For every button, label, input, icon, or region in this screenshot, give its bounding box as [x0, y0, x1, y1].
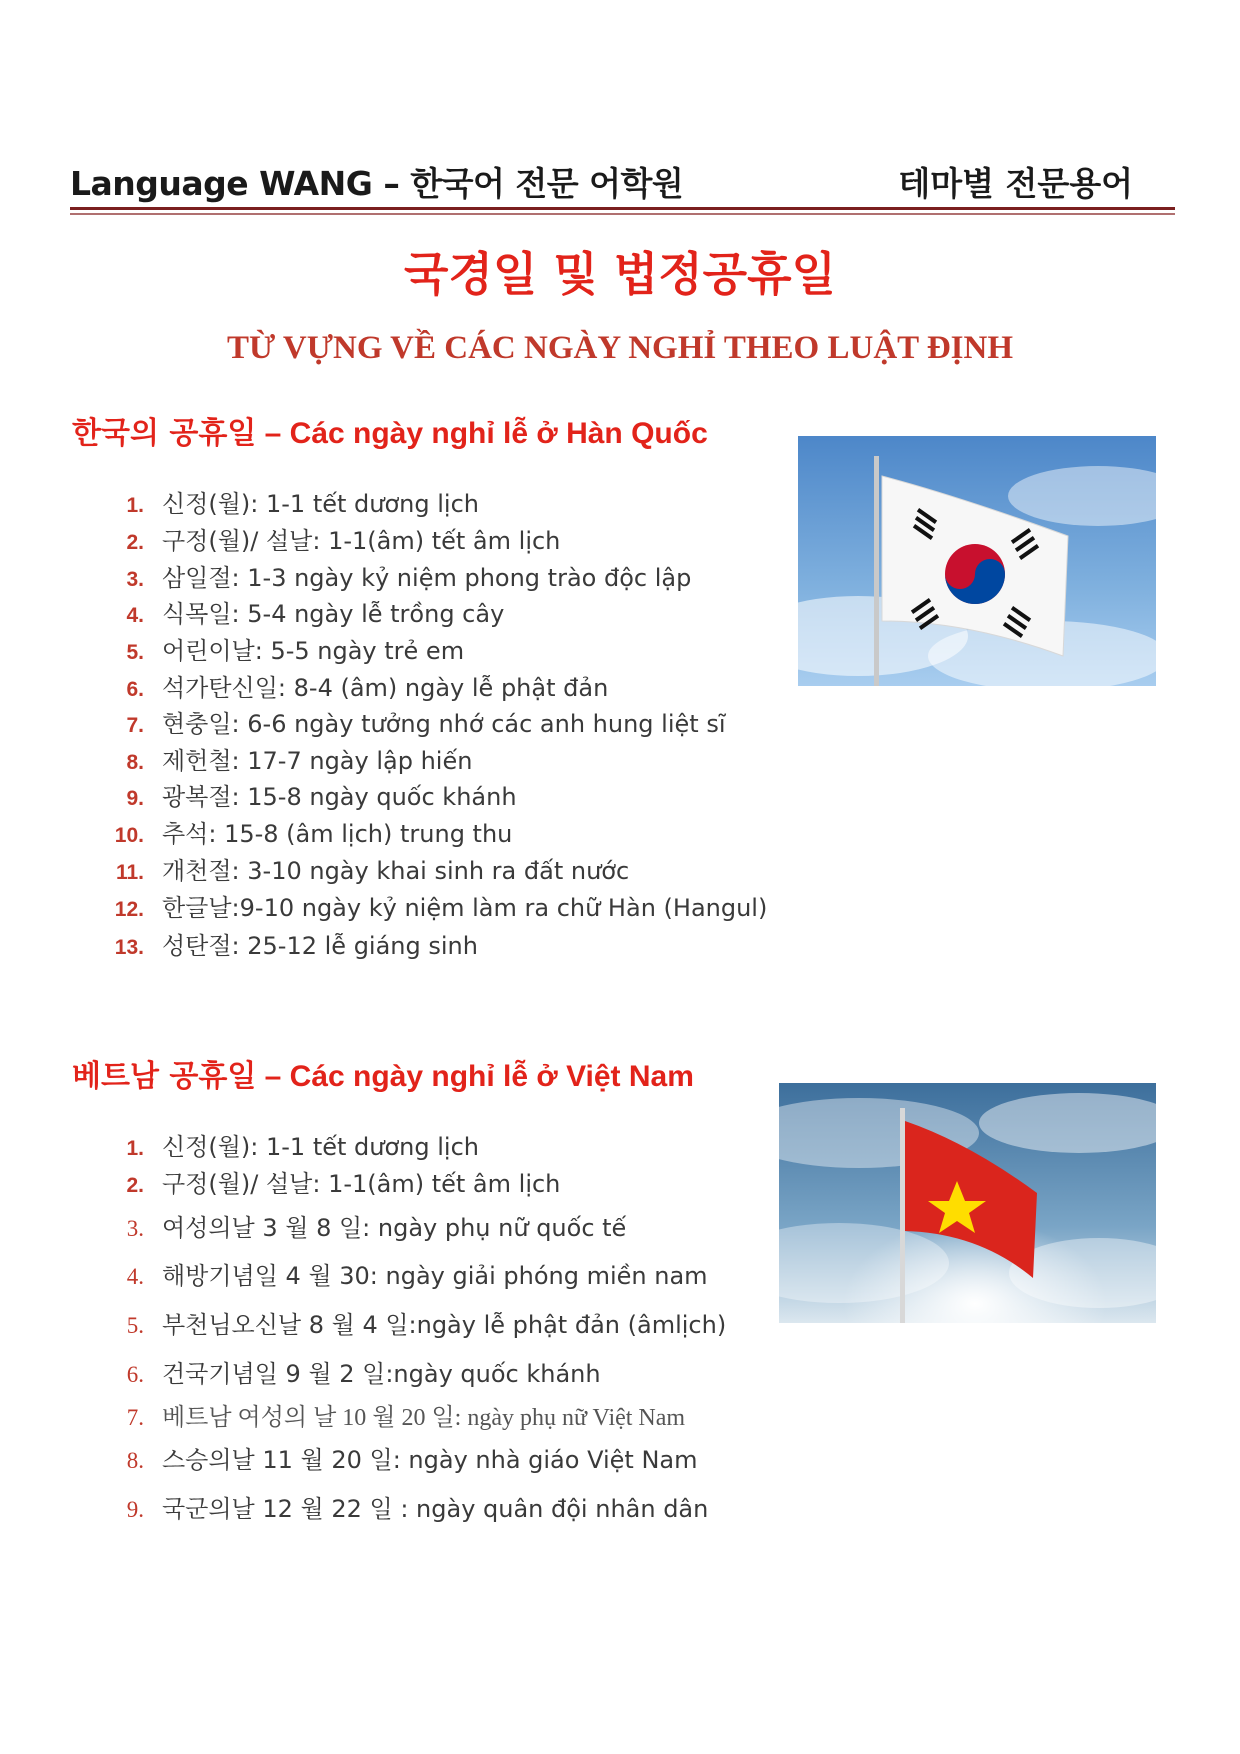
section-heading-vietnam-vi: – Các ngày nghỉ lễ ở Việt Nam	[256, 1060, 694, 1093]
list-item	[90, 1256, 708, 1291]
list-item-number: 5.	[126, 641, 144, 664]
list-item-text: 삼일절: 1-3 ngày kỷ niệm phong trào độc lập	[162, 564, 692, 592]
list-item-number: 2.	[126, 531, 144, 554]
section-heading-korea-kr: 한국의 공휴일	[72, 416, 257, 451]
list-item-text: 현충일: 6-6 ngày tưởng nhớ các anh hung liệt sĩ	[162, 710, 726, 738]
list-item-number: 10.	[114, 824, 144, 847]
section-heading-vietnam-kr: 베트남 공휴일	[72, 1059, 257, 1094]
list-item-text: 석가탄신일: 8-4 (âm) ngày lễ phật đản	[162, 674, 609, 702]
list-item-text: 성탄절: 25-12 lễ giáng sinh	[162, 932, 478, 960]
list-item-number: 7.	[126, 714, 144, 737]
list-item-number: 9.	[126, 1497, 144, 1522]
list-item-text: 개천절: 3-10 ngày khai sinh ra đất nước	[162, 857, 630, 885]
list-item	[90, 1164, 560, 1199]
list-item	[90, 1489, 708, 1524]
list-item-number: 4.	[126, 1264, 144, 1289]
list-item-number: 12.	[114, 898, 144, 921]
list-item-number: 11.	[115, 861, 144, 884]
list-item	[90, 484, 479, 519]
list-item	[90, 668, 608, 703]
list-item-text: 신정(월): 1-1 tết dương lịch	[162, 490, 479, 518]
south-korea-flag-photo	[798, 436, 1156, 686]
list-item-text: 어린이날: 5-5 ngày trẻ em	[162, 637, 465, 665]
list-item-number: 3.	[126, 1216, 144, 1241]
list-item	[90, 1208, 626, 1243]
list-item-text: 구정(월)/ 설날: 1-1(âm) tết âm lịch	[162, 1170, 561, 1198]
list-item-text: 추석: 15-8 (âm lịch) trung thu	[162, 820, 513, 848]
list-item-text: 부천님오신날 8 월 4 일:ngày lễ phật đản (âmlịch)	[162, 1311, 727, 1339]
list-item	[90, 558, 691, 593]
list-item-number: 13.	[114, 936, 144, 959]
list-item-text: 스승의날 11 월 20 일: ngày nhà giáo Việt Nam	[162, 1446, 698, 1474]
list-item-number: 1.	[126, 494, 144, 517]
list-item	[90, 1397, 685, 1432]
section-heading-korea-vi: – Các ngày nghỉ lễ ở Hàn Quốc	[256, 417, 708, 450]
list-item-text: 제헌철: 17-7 ngày lập hiến	[162, 747, 473, 775]
list-item	[90, 777, 517, 812]
list-item	[90, 851, 629, 886]
list-item	[90, 926, 478, 961]
header-divider	[70, 207, 1175, 210]
list-item	[90, 1354, 601, 1389]
page-subtitle: TỪ VỰNG VỀ CÁC NGÀY NGHỈ THEO LUẬT ĐỊNH	[227, 330, 1013, 366]
list-item-text: 건국기념일 9 월 2 일:ngày quốc khánh	[162, 1360, 601, 1388]
list-item-number: 3.	[126, 568, 144, 591]
list-item-text: 광복절: 15-8 ngày quốc khánh	[162, 783, 517, 811]
list-item-number: 9.	[126, 787, 144, 810]
header-topic: 테마별 전문용어	[898, 164, 1133, 203]
list-item	[90, 521, 560, 556]
list-item-text: 한글날:9-10 ngày kỷ niệm làm ra chữ Hàn (Hangul)	[162, 894, 768, 922]
list-item	[90, 631, 464, 666]
page-title: 국경일 및 법정공휴일	[404, 247, 836, 301]
list-item-number: 6.	[126, 1362, 144, 1387]
list-item	[90, 704, 726, 739]
list-item-text: 식목일: 5-4 ngày lễ trồng cây	[162, 600, 505, 628]
section-heading-vietnam	[72, 1051, 694, 1095]
header-school-name: Language WANG – 한국어 전문 어학원	[70, 164, 684, 203]
list-item	[90, 888, 767, 923]
list-item	[90, 1305, 726, 1340]
list-item-text: 구정(월)/ 설날: 1-1(âm) tết âm lịch	[162, 527, 561, 555]
list-item-number: 1.	[126, 1137, 144, 1160]
list-item-number: 6.	[126, 678, 144, 701]
list-item	[90, 1127, 479, 1162]
list-item-number: 5.	[126, 1313, 144, 1338]
list-item	[90, 814, 512, 849]
list-item	[90, 1440, 697, 1475]
list-item-number: 8.	[126, 1448, 144, 1473]
list-item-text: 베트남 여성의 날 10 월 20 일: ngày phụ nữ Việt Nam	[162, 1405, 686, 1431]
list-item-number: 4.	[126, 604, 144, 627]
vietnam-flag-photo	[779, 1083, 1156, 1323]
list-item	[90, 741, 472, 776]
list-item-text: 해방기념일 4 월 30: ngày giải phóng miền nam	[162, 1262, 708, 1290]
list-item-number: 8.	[126, 751, 144, 774]
section-heading-korea	[72, 408, 708, 452]
list-item	[90, 594, 504, 629]
list-item-number: 2.	[126, 1174, 144, 1197]
list-item-text: 여성의날 3 월 8 일: ngày phụ nữ quốc tế	[162, 1214, 627, 1242]
list-item-text: 국군의날 12 월 22 일 : ngày quân đội nhân dân	[162, 1495, 709, 1523]
header-divider-secondary	[70, 213, 1175, 215]
list-item-text: 신정(월): 1-1 tết dương lịch	[162, 1133, 479, 1161]
list-item-number: 7.	[126, 1405, 144, 1430]
